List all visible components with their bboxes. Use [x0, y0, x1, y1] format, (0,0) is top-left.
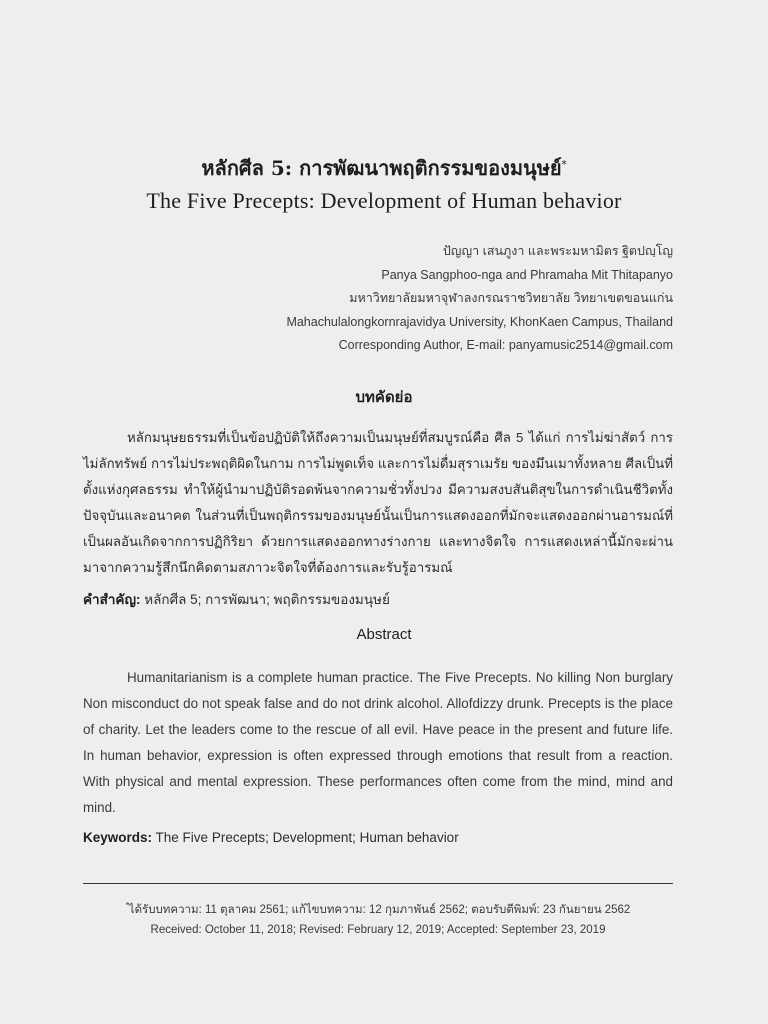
keywords-thai-values: หลักศีล 5; การพัฒนา; พฤติกรรมของมนุษย์ — [144, 592, 390, 607]
affiliation-thai: มหาวิทยาลัยมหาจุฬาลงกรณราชวิทยาลัย วิทยาเขตขอนแก่น — [349, 291, 673, 305]
title-thai — [0, 152, 768, 184]
author-names-english: Panya Sangphoo-nga and Phramaha Mit Thitapanyo — [381, 267, 673, 282]
author-names-thai: ปัญญา เสนภูงา และพระมหามิตร ฐิตปญฺโญ — [442, 244, 673, 258]
abstract-thai-body: หลักมนุษยธรรมที่เป็นข้อปฏิบัติให้ถึงความเป็นมนุษย์ที่สมบูรณ์คือ ศีล 5 ได้แก่ การไม่ฆ่าสัตว์ การไม่ลักทรัพย์ การไม่ประพฤติผิดในกาม การไม่พูดเท็จ และการไม่ดื่มสุราเมรัย ของมึนเมาทั้งหลาย ศีลเป็นที่ตั้งแห่งกุศลธรรม ทำให้ผู้นำมาปฏิบัติรอดพ้นจากความชั่วทั้งปวง มีความสงบสันติสุขในการดำเนินชีวิตทั้งปัจจุบันและอนาคต ในส่วนที่เป็นพฤติกรรมของมนุษย์นั้นเป็นการแสดงออกที่มักจะแสดงออกผ่านอารมณ์ที่เป็นผลอันเกิดจากการปฏิกิริยา ด้วยการแสดงออกทางร่างกาย และทางจิตใจ การแสดงเหล่านี้มักจะผ่านมาจากความรู้สึกนึกคิดตามสภาวะจิตใจที่ต้องการและรับรู้อารมณ์ — [83, 430, 673, 575]
abstract-thai-heading: บทคัดย่อ — [355, 389, 413, 406]
corresponding-author: Corresponding Author, E-mail: panyamusic2514@gmail.com — [338, 338, 673, 352]
keywords-english-values: The Five Precepts; Development; Human behavior — [155, 830, 459, 845]
title-english: The Five Precepts: Development of Human behavior — [146, 188, 622, 213]
footnote-divider — [83, 883, 673, 884]
affiliation-english: Mahachulalongkornrajavidya University, KhonKaen Campus, Thailand — [286, 314, 673, 329]
abstract-english-body: Humanitarianism is a complete human practice. The Five Precepts. No killing Non burglary Non misconduct do not speak false and do not drink alcohol. Allofdizzy drunk. Precepts is the place of charity. Let the leaders come to the rescue of all evil. Have peace in the present and future life. In human behavior, expression is often expressed through emotions that result from a reaction. With physical and mental expression. These performances often come from the mind, mind and mind. — [83, 670, 673, 815]
title-thai-text: หลักศีล 5: การพัฒนาพฤติกรรมของมนุษย์ — [201, 156, 562, 180]
footnote-thai — [83, 901, 673, 919]
keywords-english-label: Keywords: — [83, 830, 153, 845]
abstract-english-heading: Abstract — [356, 626, 412, 643]
keywords-thai — [83, 588, 683, 610]
footnote-thai-text: ได้รับบทความ: 11 ตุลาคม 2561; แก้ไขบทความ: 12 กุมภาพันธ์ 2562; ตอบรับตีพิมพ์: 23 กันยายน 2562 — [128, 904, 631, 916]
keywords-thai-label: คำสำคัญ: — [83, 592, 141, 607]
footnote-marker: * — [125, 901, 129, 911]
author-block — [286, 240, 673, 358]
title-footnote-marker: * — [561, 159, 567, 171]
keywords-english — [83, 830, 683, 845]
footnote-english: Received: October 11, 2018; Revised: February 12, 2019; Accepted: September 23, 2019 — [150, 924, 606, 936]
